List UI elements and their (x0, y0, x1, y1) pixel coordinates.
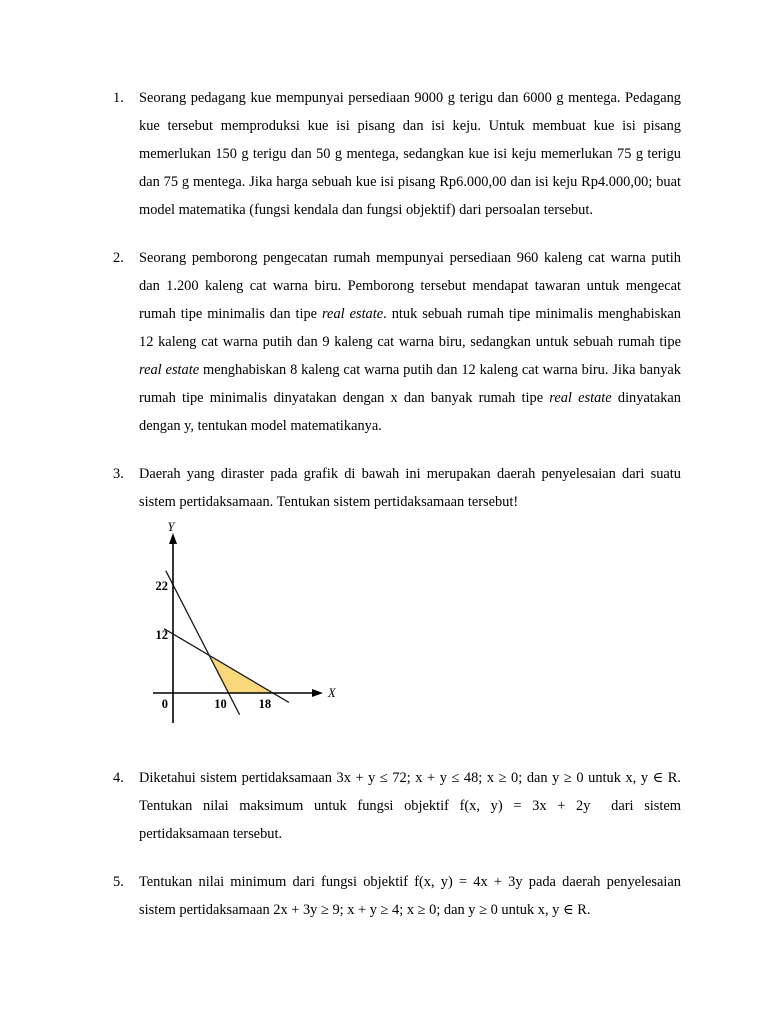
question-4-part3: . Tentukan nilai maksimum untuk fungsi objektif (139, 770, 681, 814)
question-5-math2: 2x + 3y ≥ 9; x + y ≥ 4; x ≥ 0; dan y ≥ 0 (273, 902, 498, 918)
question-number-4: 4. (113, 770, 124, 786)
question-5-math3: x, y ∈ R (537, 902, 587, 918)
question-item-4 (113, 764, 681, 848)
y-tick-12: 12 (155, 627, 168, 642)
question-4-part4: dari sistem pertidaksamaan tersebut. (139, 798, 681, 842)
question-item-2 (113, 244, 681, 440)
question-item-3 (113, 460, 681, 516)
question-2-part3: menghabiskan 8 kaleng cat warna putih dan 12 kaleng cat warna biru. Jika banyak rumah tipe minimalis dinyatakan dengan x dan banyak rumah tipe (139, 362, 681, 406)
x-axis-arrow (312, 689, 323, 697)
question-4-math1: 3x + y ≤ 72; x + y ≤ 48; x ≥ 0; dan y ≥ 0 (336, 770, 584, 786)
x-tick-10: 10 (214, 697, 227, 711)
question-2-part2: . ntuk sebuah rumah tipe minimalis menghabiskan 12 kaleng cat warna putih dan 9 kaleng cat warna biru, sedangkan untuk sebuah rumah tipe (139, 306, 681, 350)
question-5-math1: f(x, y) = 4x + 3y (414, 874, 523, 890)
question-number-3: 3. (113, 466, 124, 482)
y-axis-arrow (169, 533, 177, 544)
x-tick-18: 18 (258, 697, 272, 711)
question-2-italic1: real estate (321, 306, 384, 322)
question-text-3: Daerah yang diraster pada grafik di bawah ini merupakan daerah penyelesaian dari suatu sistem pertidaksamaan. Tentukan sistem pertidaksamaan tersebut! (139, 466, 681, 510)
question-4-math3: f(x, y) = 3x + 2y (459, 798, 591, 814)
question-number-5: 5. (113, 874, 124, 890)
question-item-1 (113, 84, 681, 224)
question-2-part4: dinyatakan dengan y, tentukan model matematikanya. (139, 390, 682, 434)
question-text-4 (139, 764, 681, 848)
x-axis-title: X (328, 686, 336, 700)
question-5-part3: untuk (497, 902, 538, 918)
question-2-italic2: real estate (139, 362, 200, 378)
question-text-2 (139, 244, 681, 440)
question-number-1: 1. (113, 90, 124, 106)
question-5-part4: . (586, 902, 591, 918)
question-4-math2: x, y ∈ R (625, 770, 678, 786)
question-4-part1: Diketahui sistem pertidaksamaan (139, 770, 337, 786)
question-4-part2: untuk (583, 770, 626, 786)
constraint-line-shallow (164, 629, 289, 703)
linear-programming-graph (140, 515, 370, 740)
question-item-5 (113, 868, 681, 924)
y-tick-22: 22 (155, 578, 168, 593)
origin-label: 0 (161, 697, 168, 711)
question-text-1: Seorang pedagang kue mempunyai persediaan 9000 g terigu dan 6000 g mentega. Pedagang kue tersebut memproduksi kue isi pisang dan isi keju. Untuk membuat kue isi pisang memerlukan 150 g terigu dan 50 g mentega, sedangkan kue isi keju memerlukan 75 g terigu dan 75 g mentega. Jika harga sebuah kue isi pisang Rp6.000,00 dan isi keju Rp4.000,00; buat model matematika (fungsi kendala dan fungsi objektif) dari persoalan tersebut. (139, 90, 681, 218)
graph-svg (140, 515, 370, 740)
question-2-italic3: real estate (549, 390, 612, 406)
question-5-part1: Tentukan nilai minimum dari fungsi objektif (139, 874, 415, 890)
question-number-2: 2. (113, 250, 124, 266)
question-2-part1: Seorang pemborong pengecatan rumah mempunyai persediaan 960 kaleng cat warna putih dan 1.200 kaleng cat warna biru. Pemborong tersebut mendapat tawaran untuk mengecat rumah tipe minimalis dan tipe (139, 250, 681, 322)
question-text-5 (139, 868, 681, 924)
questions-container (113, 84, 681, 944)
question-5-part2: pada daerah penyelesaian sistem pertidaksamaan (139, 874, 681, 918)
y-axis-title: Y (167, 520, 175, 534)
